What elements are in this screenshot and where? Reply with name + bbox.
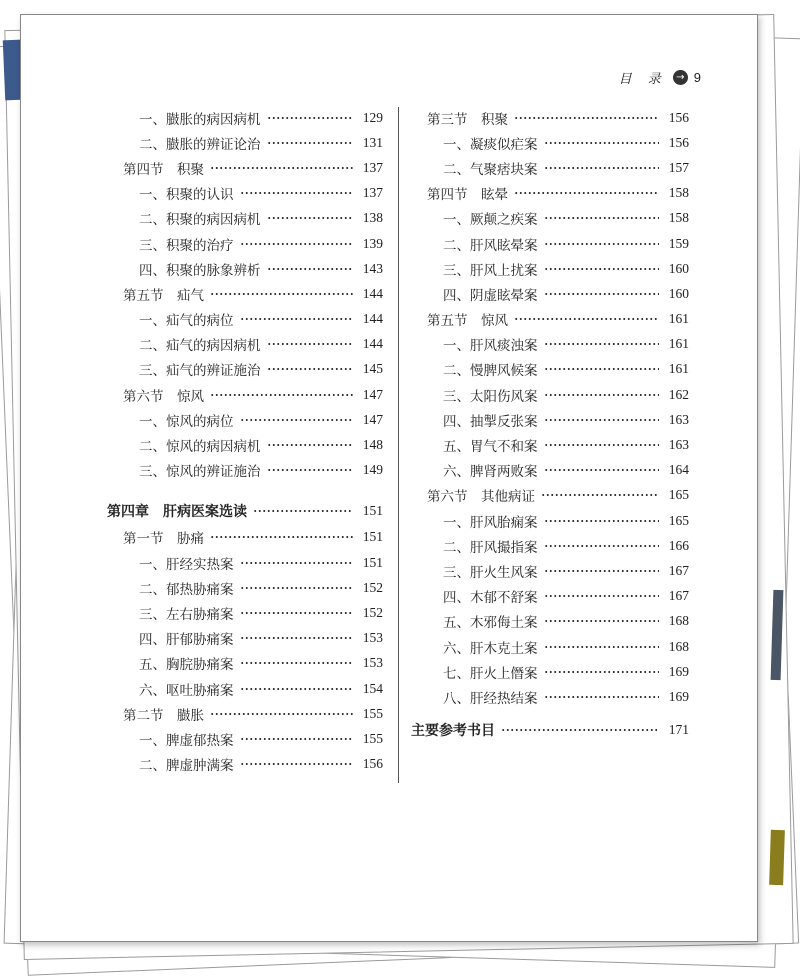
toc-entry-title: 第五节 疝气 [123,287,204,304]
toc-entry-title: 三、左右胁痛案 [139,606,234,623]
toc-entry-page: 168 [668,638,689,654]
dot-leader [240,662,354,664]
toc-entry-title: 六、脾肾两败案 [443,464,538,481]
toc-entry-title: 二、慢脾风候案 [443,363,538,380]
dot-leader [544,142,660,144]
toc-entry-chapter [107,497,383,525]
toc-entry-title: 三、太阳伤风案 [443,388,538,405]
toc-entry-title: 第四章 肝病医案选读 [107,503,247,520]
toc-entry-page: 165 [668,512,689,528]
dot-leader [253,510,353,512]
toc-entry-page: 139 [362,235,383,251]
toc-entry-item [107,256,383,281]
toc-entry-page: 156 [668,134,689,150]
dot-leader [210,536,353,538]
toc-entry-item [107,575,383,600]
dot-leader [210,293,353,295]
dot-leader [544,394,660,396]
toc-entry-page: 152 [362,604,383,620]
dot-leader [240,562,354,564]
dot-leader [240,738,354,740]
toc-entry-item [411,684,689,709]
toc-entry-title: 二、郁热胁痛案 [139,581,234,598]
toc-entry-page: 162 [668,386,689,402]
toc-entry-item [411,332,689,357]
dot-leader [240,637,354,639]
dot-leader [210,394,353,396]
toc-entry-title: 第六节 惊风 [123,388,204,405]
toc-entry-page: 161 [668,336,689,352]
toc-entry-page: 167 [668,588,689,604]
toc-entry-item [411,281,689,306]
toc-entry-page: 151 [362,554,383,570]
toc-entry-page: 159 [668,235,689,251]
toc-entry-title: 二、脾虚肿满案 [139,758,234,775]
toc-entry-item [411,609,689,634]
dot-leader [267,444,354,446]
toc-entry-page: 152 [362,579,383,595]
toc-entry-page: 153 [362,655,383,671]
toc-entry-item [107,105,383,130]
toc-entry-page: 158 [668,185,689,201]
page-number: 9 [693,69,701,85]
dot-leader [514,192,659,194]
toc-entry-item [411,382,689,407]
toc-entry-title: 四、抽掣反张案 [443,413,538,430]
dot-leader [210,167,353,169]
toc-entry-title: 一、积聚的认识 [139,187,234,204]
dot-leader [267,469,354,471]
dot-leader [240,192,354,194]
dot-leader [544,469,660,471]
toc-entry-page: 160 [668,260,689,276]
dot-leader [240,587,354,589]
toc-entry-page: 137 [362,185,383,201]
toc-entry-item [411,256,689,281]
toc-entry-title: 三、肝风上扰案 [443,262,538,279]
toc-entry-item [107,407,383,432]
toc-entry-page: 155 [362,730,383,746]
toc-left-column [107,105,383,777]
toc-entry-item [411,130,689,155]
toc-entry-title: 二、惊风的病因病机 [139,439,261,456]
toc-entry-item [411,407,689,432]
arrow-right-icon: → [673,70,688,85]
toc-entry-section [411,105,689,130]
toc-entry-item [411,584,689,609]
toc-entry-title: 二、肝风撮指案 [443,539,538,556]
dot-leader [544,268,660,270]
toc-entry-item [107,130,383,155]
toc-entry-title: 二、积聚的病因病机 [139,212,261,229]
toc-entry-page: 144 [362,336,383,352]
toc-entry-item [411,634,689,659]
toc-entry-item [411,659,689,684]
toc-entry-item [107,726,383,751]
toc-entry-item [107,206,383,231]
toc-entry-item [107,307,383,332]
toc-entry-item [411,155,689,180]
dot-leader [210,713,353,715]
toc-entry-page: 169 [668,688,689,704]
toc-entry-title: 二、肝风眩晕案 [443,237,538,254]
toc-entry-title: 一、凝痰似疟案 [443,136,538,153]
toc-entry-title: 一、肝风痰浊案 [443,338,538,355]
dot-leader [267,117,354,119]
toc-entry-title: 五、胸脘胁痛案 [139,657,234,674]
toc-entry-title: 二、臌胀的辨证论治 [139,136,261,153]
toc-entry-item [107,550,383,575]
toc-entry-section [107,155,383,180]
toc-entry-section [107,701,383,726]
toc-entry-item [411,231,689,256]
toc-entry-item [411,206,689,231]
toc-entry-title: 三、肝火生风案 [443,564,538,581]
toc-entry-title: 一、肝经实热案 [139,556,234,573]
toc-entry-page: 168 [668,613,689,629]
toc-entry-page: 144 [362,311,383,327]
dot-leader [544,343,660,345]
running-header [619,67,701,87]
toc-entry-page: 151 [362,502,383,518]
toc-entry-title: 二、气聚痞块案 [443,161,538,178]
dot-leader [544,243,660,245]
toc-entry-title: 一、脾虚郁热案 [139,732,234,749]
toc-entry-item [411,533,689,558]
toc-entry-title: 第二节 臌胀 [123,707,204,724]
dot-leader [544,620,660,622]
toc-entry-item [411,357,689,382]
toc-entry-item [107,600,383,625]
toc-entry-page: 161 [668,311,689,327]
toc-entry-page: 164 [668,462,689,478]
toc-entry-page: 156 [668,109,689,125]
toc-entry-page: 171 [668,722,689,738]
toc-entry-section [107,281,383,306]
dot-leader [544,520,660,522]
toc-entry-title: 第四节 眩晕 [427,187,508,204]
dot-leader [267,268,354,270]
toc-entry-section [411,181,689,206]
toc-entry-page: 163 [668,437,689,453]
toc-entry-title: 六、肝木克土案 [443,640,538,657]
dot-leader [544,595,660,597]
toc-entry-title: 第五节 惊风 [427,313,508,330]
toc-entry-page: 131 [362,134,383,150]
toc-entry-page: 138 [362,210,383,226]
dot-leader [544,368,660,370]
toc-entry-item [411,432,689,457]
toc-entry-page: 154 [362,680,383,696]
toc-entry-title: 第四节 积聚 [123,161,204,178]
toc-entry-item [107,752,383,777]
toc-entry-item [107,231,383,256]
toc-entry-title: 一、疝气的病位 [139,313,234,330]
toc-entry-title: 四、肝郁胁痛案 [139,632,234,649]
dot-leader [240,318,354,320]
toc-entry-title: 一、臌胀的病因病机 [139,111,261,128]
toc-entry-title: 四、积聚的脉象辨析 [139,262,261,279]
toc-entry-title: 六、呕吐胁痛案 [139,682,234,699]
toc-entry-title: 第三节 积聚 [427,111,508,128]
toc-entry-page: 155 [362,705,383,721]
dot-leader [544,646,660,648]
toc-entry-title: 一、厥颠之疾案 [443,212,538,229]
dot-leader [544,444,660,446]
toc-entry-item [107,458,383,483]
toc-entry-page: 137 [362,159,383,175]
dot-leader [240,419,354,421]
running-header-title: 目 录 [618,71,667,87]
dot-leader [544,696,660,698]
dot-leader [240,612,354,614]
toc-entry-page: 160 [668,285,689,301]
dot-leader [501,729,659,731]
toc-entry-item [411,508,689,533]
toc-entry-item [107,626,383,651]
toc-entry-heading [411,718,689,743]
toc-entry-title: 二、疝气的病因病机 [139,338,261,355]
toc-entry-item [107,676,383,701]
toc-entry-title: 三、惊风的辨证施治 [139,464,261,481]
dot-leader [544,167,660,169]
cover-edge-olive [769,830,785,885]
toc-entry-page: 156 [362,756,383,772]
toc-entry-page: 149 [362,462,383,478]
dot-leader [544,671,660,673]
toc-entry-page: 145 [362,361,383,377]
toc-entry-item [107,432,383,457]
toc-entry-title: 主要参考书目 [411,723,495,740]
toc-entry-item [107,357,383,382]
toc-entry-section [107,525,383,550]
dot-leader [267,368,354,370]
toc-entry-title: 三、疝气的辨证施治 [139,363,261,380]
toc-entry-page: 163 [668,411,689,427]
dot-leader [544,545,660,547]
toc-entry-item [107,181,383,206]
toc-entry-title: 四、木郁不舒案 [443,590,538,607]
toc-entry-title: 三、积聚的治疗 [139,237,234,254]
dot-leader [267,343,354,345]
toc-entry-section [411,483,689,508]
toc-entry-title: 一、肝风胎痫案 [443,514,538,531]
toc-entry-page: 167 [668,562,689,578]
toc-entry-page: 129 [362,109,383,125]
toc-entry-page: 151 [362,529,383,545]
dot-leader [544,419,660,421]
toc-entry-title: 第六节 其他病证 [427,489,535,506]
dot-leader [544,217,660,219]
dot-leader [240,243,354,245]
dot-leader [514,318,659,320]
dot-leader [267,142,354,144]
toc-entry-page: 144 [362,285,383,301]
dot-leader [267,217,354,219]
toc-entry-page: 169 [668,663,689,679]
dot-leader [544,570,660,572]
toc-page [20,14,758,942]
toc-entry-page: 166 [668,537,689,553]
dot-leader [544,293,660,295]
column-divider [398,107,399,783]
toc-entry-item [411,458,689,483]
toc-entry-item [411,558,689,583]
dot-leader [514,117,659,119]
toc-entry-page: 147 [362,386,383,402]
toc-entry-title: 五、胃气不和案 [443,439,538,456]
toc-entry-page: 158 [668,210,689,226]
toc-entry-page: 157 [668,159,689,175]
toc-entry-page: 153 [362,630,383,646]
dot-leader [240,688,354,690]
dot-leader [240,763,354,765]
toc-entry-item [107,651,383,676]
toc-entry-page: 148 [362,437,383,453]
toc-entry-title: 七、肝火上僭案 [443,665,538,682]
toc-entry-item [107,332,383,357]
toc-entry-title: 五、木邪侮土案 [443,615,538,632]
toc-entry-title: 八、肝经热结案 [443,690,538,707]
dot-leader [541,494,659,496]
toc-entry-page: 165 [668,487,689,503]
toc-entry-title: 四、阴虚眩晕案 [443,287,538,304]
toc-entry-title: 第一节 胁痛 [123,531,204,548]
toc-right-column [411,105,689,743]
toc-entry-section [411,307,689,332]
toc-entry-page: 143 [362,260,383,276]
toc-entry-title: 一、惊风的病位 [139,413,234,430]
toc-entry-section [107,382,383,407]
toc-entry-page: 161 [668,361,689,377]
toc-entry-page: 147 [362,411,383,427]
